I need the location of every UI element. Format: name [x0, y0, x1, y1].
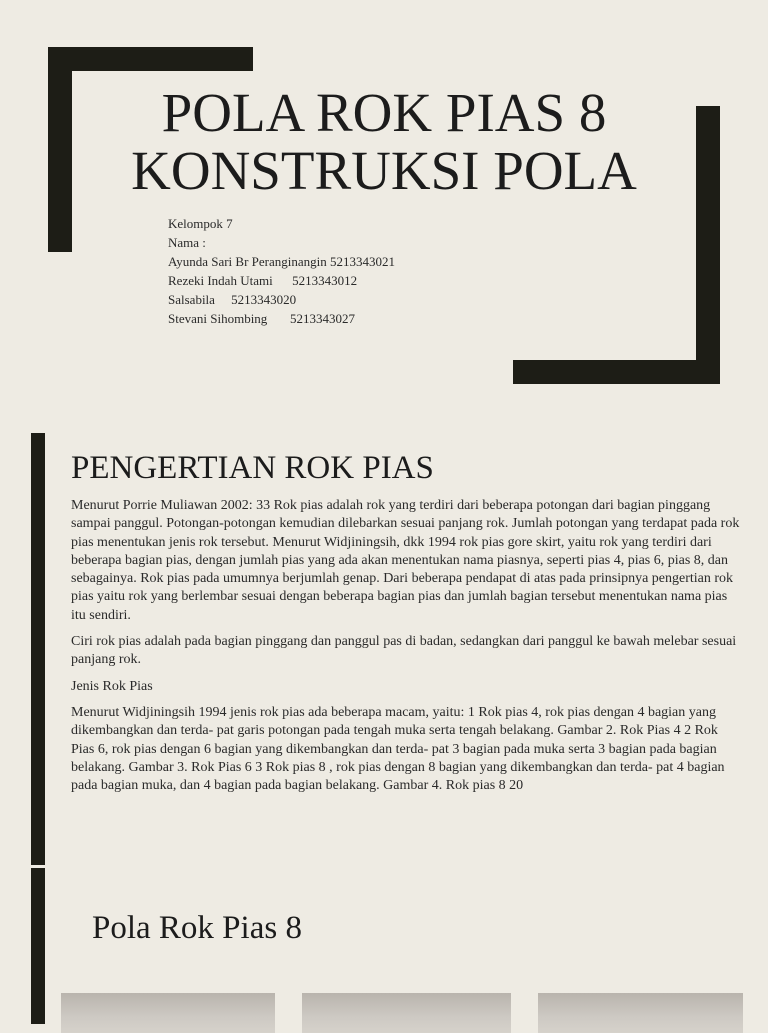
- slide2-accent-bar: [31, 433, 45, 865]
- frame-top-left-horizontal: [48, 47, 253, 71]
- frame-top-left-vertical: [48, 47, 72, 252]
- member-2: Rezeki Indah Utami 5213343012: [168, 273, 358, 288]
- section-body: [71, 497, 741, 803]
- frame-bottom-right-horizontal: [513, 360, 720, 384]
- slide3-accent-bar: [31, 868, 45, 1024]
- member-3: Salsabila 5213343020: [168, 292, 297, 307]
- section-title-pola: Pola Rok Pias 8: [92, 910, 302, 946]
- pattern-image-2: [302, 993, 511, 1033]
- title-line-1: POLA ROK PIAS 8: [161, 82, 607, 143]
- paragraph-definition: Menurut Porrie Muliawan 2002: 33 Rok pias adalah rok yang terdiri dari beberapa potongan dari bagian pinggang sampai panggul. Potongan-potongan kemudian dilebarkan sesuai panjang rok. Jumlah potongan yang terdapat pada rok pias menentukan jenis rok tersebut. Menurut Widjiningsih, dkk 1994 rok pias gore skirt, yaitu rok yang terdiri dari beberapa bagian pias, dengan jumlah pias yang ada akan menentukan nama piasnya, seperti pias 4, pias 6, pias 8, dan sebagainya. Rok pias pada umumnya berjumlah genap. Dari beberapa pendapat di atas pada prinsipnya pengertian rok pias yaitu rok yang berlembar sesuai dengan beberapa bagian pias dan jumlah bagian tersebut menentukan nama pias itu sendiri.: [71, 498, 740, 623]
- paragraph-types: Menurut Widjiningsih 1994 jenis rok pias ada beberapa macam, yaitu: 1 Rok pias 4, rok pias dengan 4 bagian yang dikembangkan dan terda- pat garis potongan pada tengah muka serta tengah belakang. Gambar 2. Rok Pias 4 2 Rok Pias 6, rok pias dengan 6 bagian yang dikembangkan dan terda- pat 3 bagian pada muka serta 3 bagian pada bagian belakang. Gambar 3. Rok Pias 6 3 Rok pias 8 , rok pias dengan 8 bagian yang dikembangkan dan terda- pat 4 bagian pada bagian muka, dan 4 bagian pada bagian belakang. Gambar 4. Rok pias 8 20: [71, 704, 725, 794]
- frame-bottom-right-vertical: [696, 106, 720, 384]
- member-1: Ayunda Sari Br Peranginangin 5213343021: [168, 254, 395, 269]
- section-title-pengertian: PENGERTIAN ROK PIAS: [71, 450, 434, 486]
- paragraph-types-heading: Jenis Rok Pias: [71, 678, 153, 694]
- name-label: Nama :: [168, 235, 206, 250]
- group-label: Kelompok 7: [168, 216, 233, 231]
- member-4: Stevani Sihombing 5213343027: [168, 311, 356, 326]
- group-info: [168, 214, 395, 328]
- pattern-image-1: [61, 993, 275, 1033]
- pattern-image-3: [538, 993, 743, 1033]
- paragraph-characteristics: Ciri rok pias adalah pada bagian pinggang dan panggul pas di badan, sedangkan dari panggul ke bawah melebar sesuai panjang rok.: [71, 634, 737, 668]
- page-title: [100, 84, 668, 200]
- title-line-2: KONSTRUKSI POLA: [131, 140, 637, 201]
